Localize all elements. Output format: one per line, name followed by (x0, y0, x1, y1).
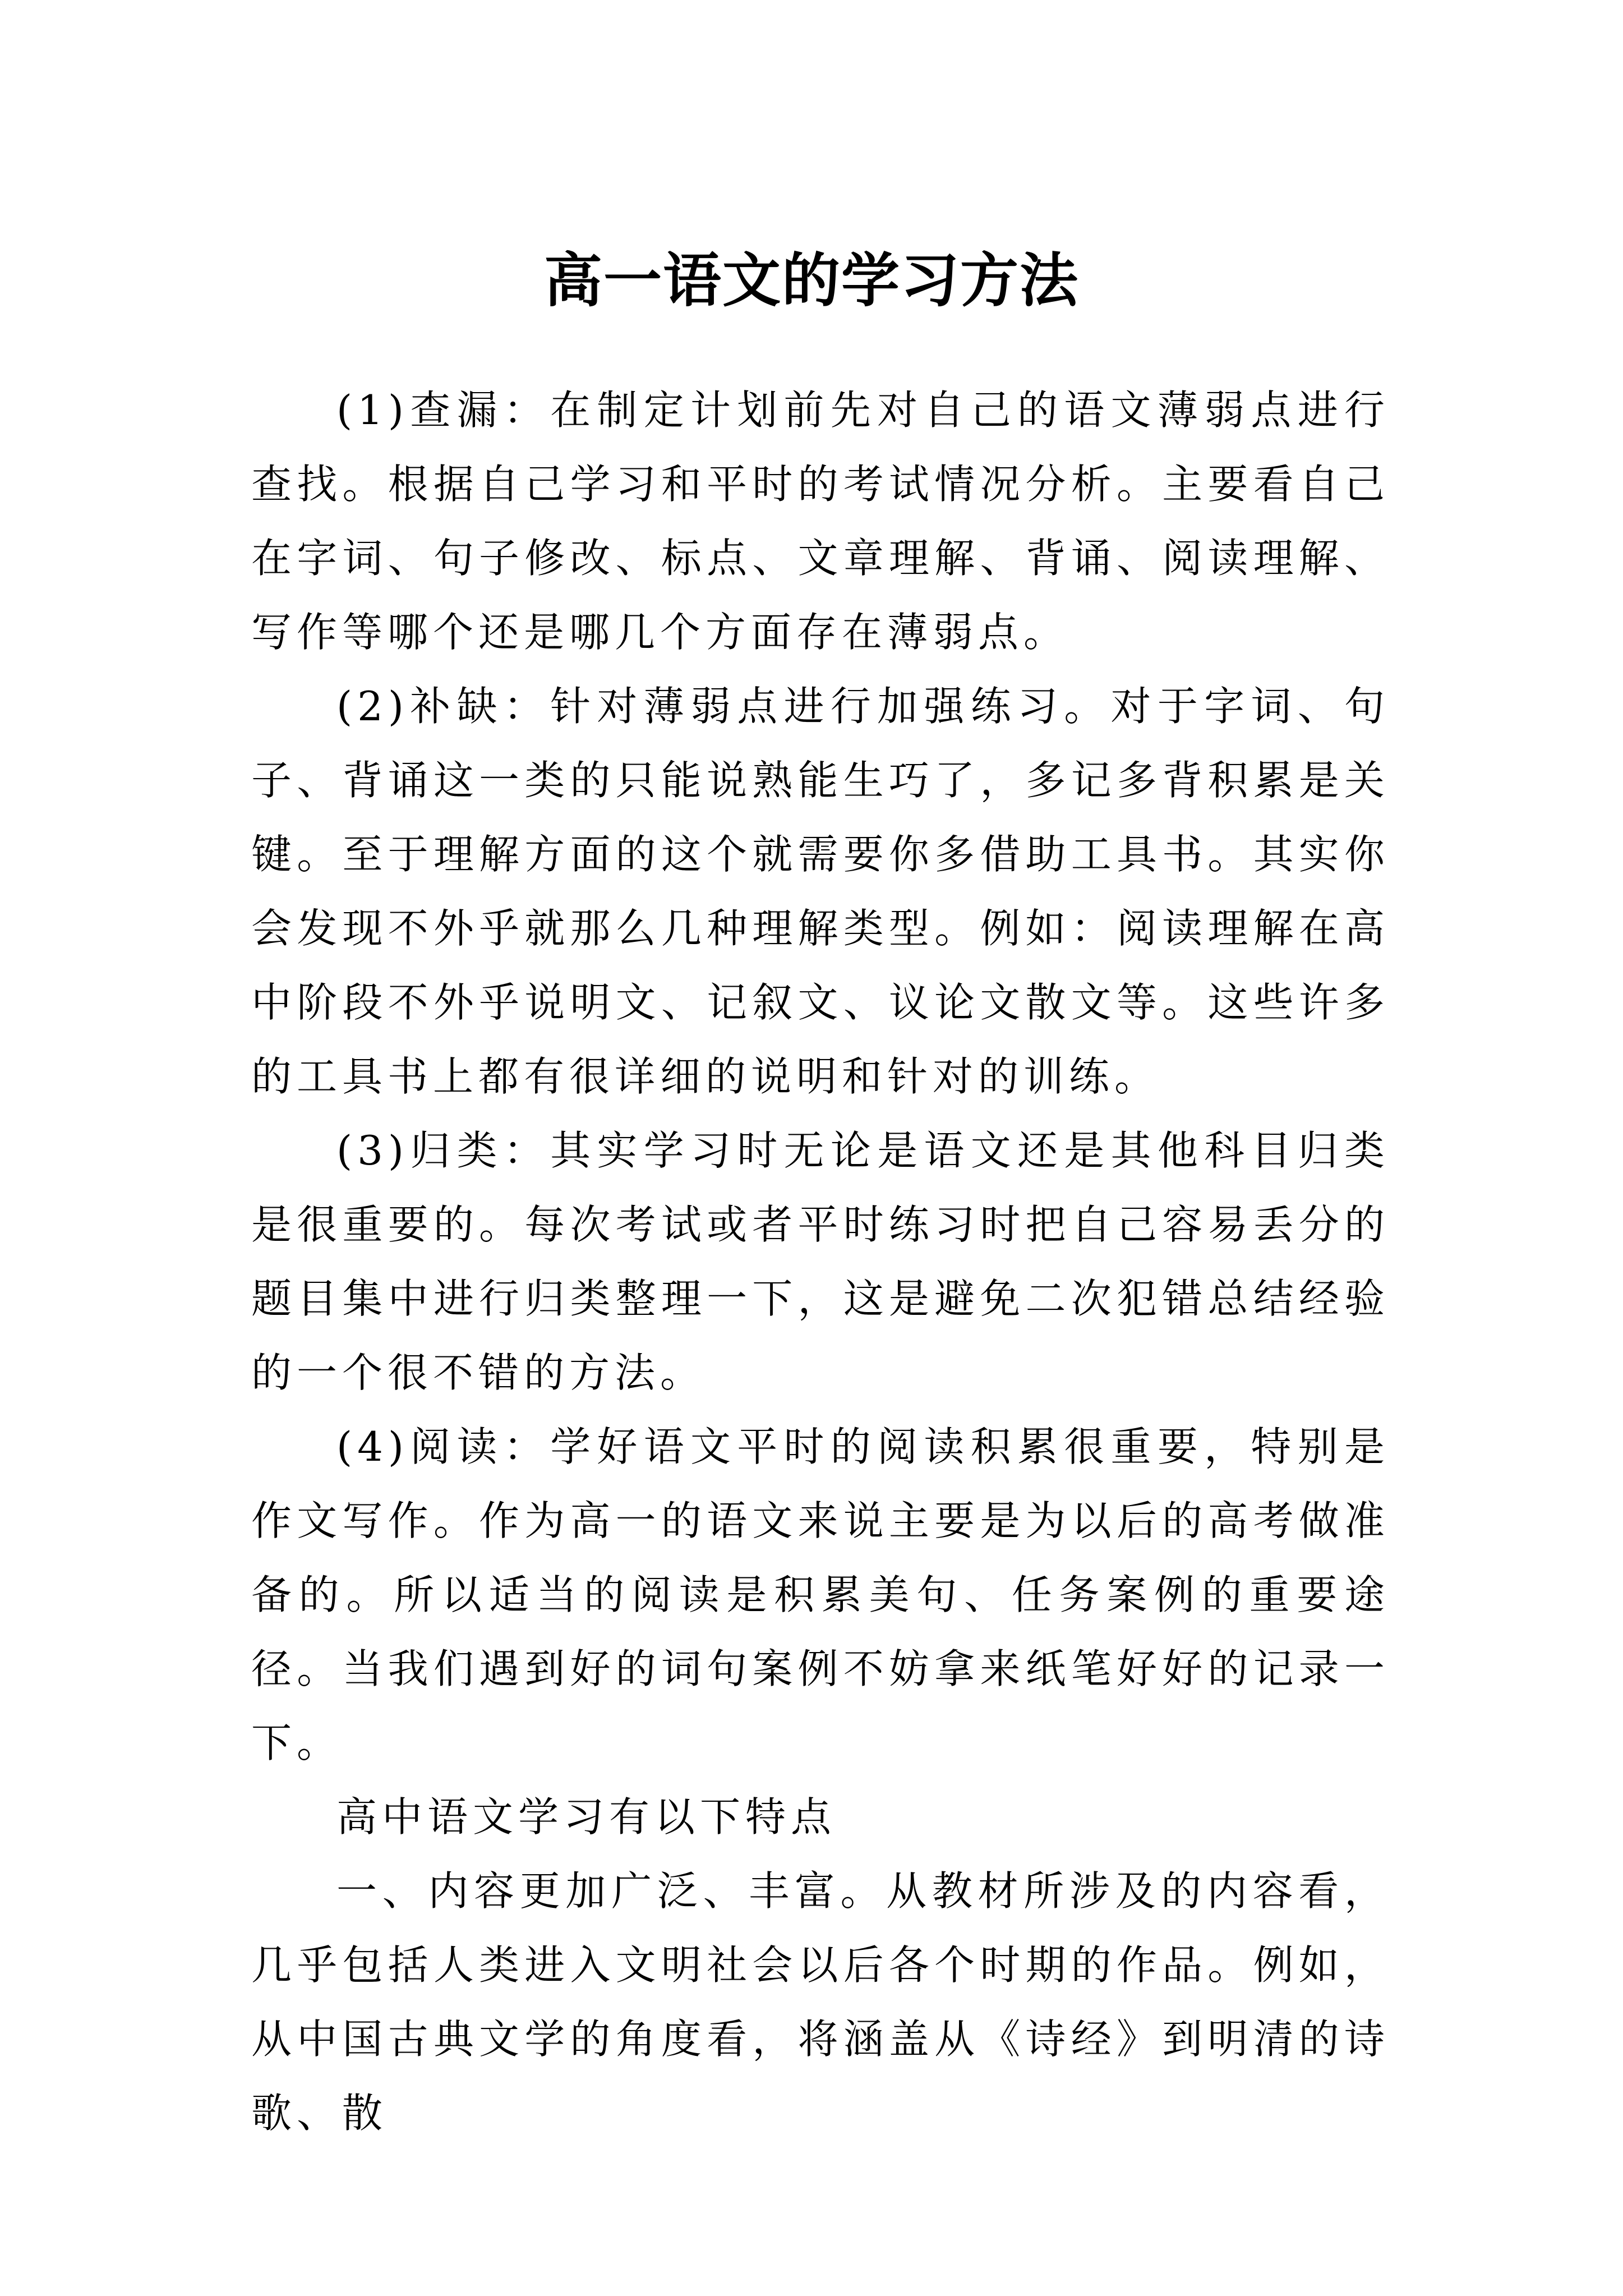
paragraph-fill-gaps: (2)补缺：针对薄弱点进行加强练习。对于字词、句子、背诵这一类的只能说熟能生巧了，多记多背积累是关键。至于理解方面的这个就需要你多借助工具书。其实你会发现不外乎就那么几种理解类型。例如：阅读理解在高中阶段不外乎说明文、记叙文、议论文散文等。这些许多的工具书上都有很详细的说明和针对的训练。 (251, 683, 1390, 1100)
paragraph-content-features: 一、内容更加广泛、丰富。从教材所涉及的内容看，几乎包括人类进入文明社会以后各个时期的作品。例如，从中国古典文学的角度看，将涵盖从《诗经》到明清的诗歌、散 (251, 1867, 1390, 2137)
paragraph-categorize: (3)归类：其实学习时无论是语文还是其他科目归类是很重要的。每次考试或者平时练习时把自己容易丢分的题目集中进行归类整理一下，这是避免二次犯错总结经验的一个很不错的方法。 (251, 1127, 1390, 1396)
document-title: 高一语文的学习方法 (543, 245, 1079, 315)
paragraph-subheading: 高中语文学习有以下特点 (336, 1793, 837, 1841)
document-body (251, 373, 1390, 2150)
paragraph-check-gaps: (1)查漏：在制定计划前先对自己的语文薄弱点进行查找。根据自己学习和平时的考试情况分析。主要看自己在字词、句子修改、标点、文章理解、背诵、阅读理解、写作等哪个还是哪几个方面存在薄弱点。 (251, 386, 1390, 656)
paragraph-reading: (4)阅读：学好语文平时的阅读积累很重要，特别是作文写作。作为高一的语文来说主要是为以后的高考做准备的。所以适当的阅读是积累美句、任务案例的重要途径。当我们遇到好的词句案例不妨拿来纸笔好好的记录一下。 (251, 1423, 1390, 1766)
